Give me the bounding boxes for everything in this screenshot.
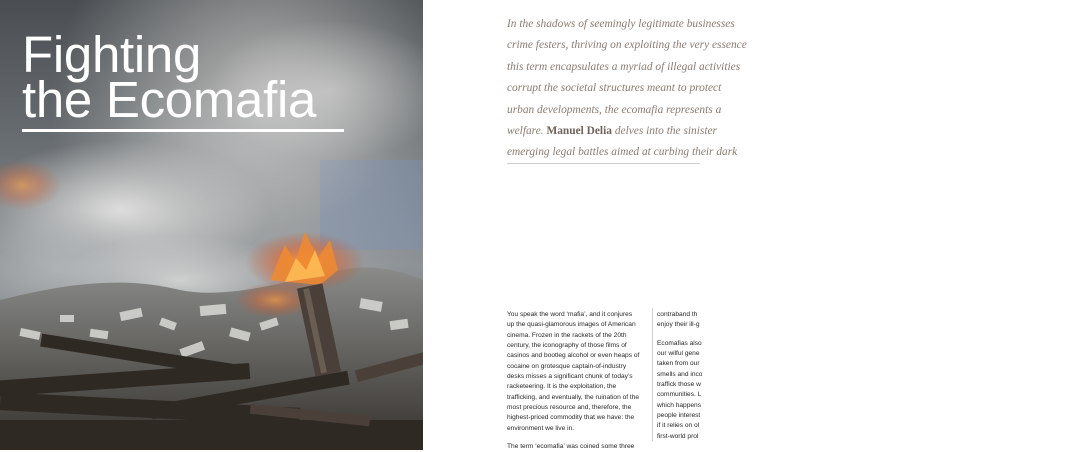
standfirst-line: corrupt the societal structures meant to protect — [507, 82, 722, 95]
article-title — [22, 26, 317, 128]
body-line: casinos and bootleg alcohol or even heaps of — [507, 352, 640, 360]
body-line: highest-priced commodity that we have: the — [507, 414, 635, 422]
body-line: enjoy their ill-g — [657, 321, 700, 329]
standfirst-line: crime festers, thriving on exploiting the very essence — [507, 39, 747, 52]
standfirst-line-author — [507, 121, 1067, 142]
cover-photo — [0, 0, 423, 441]
body-line: first-world prol — [657, 432, 699, 440]
article-standfirst — [507, 14, 1067, 164]
body-line: taken from our — [657, 360, 700, 368]
body-line: if it relies on ol — [657, 422, 700, 430]
body-column-2 — [657, 310, 797, 442]
text-page — [423, 0, 747, 451]
title-line-1: Fighting — [22, 26, 202, 83]
body-column-1 — [507, 310, 647, 452]
body-line: century, the iconography of those films of — [507, 342, 627, 350]
body-line: cocaine on grotesque captain-of-industry — [507, 362, 627, 370]
body-line: most precious resource and, therefore, the — [507, 404, 632, 412]
body-line: our wilful gene — [657, 350, 700, 358]
body-line: which happens — [657, 401, 701, 409]
body-line: racketeering. It is the exploitation, the — [507, 383, 617, 391]
standfirst-line: emerging legal battles aimed at curbing their dark — [507, 146, 738, 159]
title-underline — [22, 129, 344, 132]
standfirst-suffix: delves into the sinister — [614, 125, 717, 138]
body-line: You speak the word ‘mafia’, and it conjures — [507, 311, 633, 318]
author-name: Manuel Delia — [546, 125, 612, 138]
body-line: trafficking, and eventually, the ruination of the — [507, 393, 640, 401]
body-line: desks misses a significant chunk of today’s — [507, 373, 633, 381]
standfirst-prefix: welfare. — [507, 125, 544, 138]
body-line: cinema. Frozen in the rackets of the 20th — [507, 331, 627, 339]
body-line: people interest — [657, 412, 701, 420]
body-line: The term ‘ecomafia’ was coined some three — [507, 443, 635, 451]
section-divider — [507, 163, 700, 164]
body-line: smells and inco — [657, 370, 703, 378]
body-line: Ecomafias also — [657, 339, 702, 347]
body-line: environment we live in. — [507, 424, 575, 432]
title-line-2: the Ecomafia — [22, 71, 317, 128]
body-line: traffick those w — [657, 381, 701, 389]
body-line: contraband th — [657, 311, 698, 318]
standfirst-line: urban developments, the ecomafia represents a — [507, 103, 722, 116]
standfirst-line: In the shadows of seemingly legitimate businesses — [507, 18, 735, 30]
body-line: communities. L — [657, 391, 702, 399]
standfirst-line: this term encapsulates a myriad of illegal activities — [507, 60, 741, 73]
column-rule — [652, 308, 653, 441]
body-line: up the quasi-glamorous images of American — [507, 321, 636, 329]
